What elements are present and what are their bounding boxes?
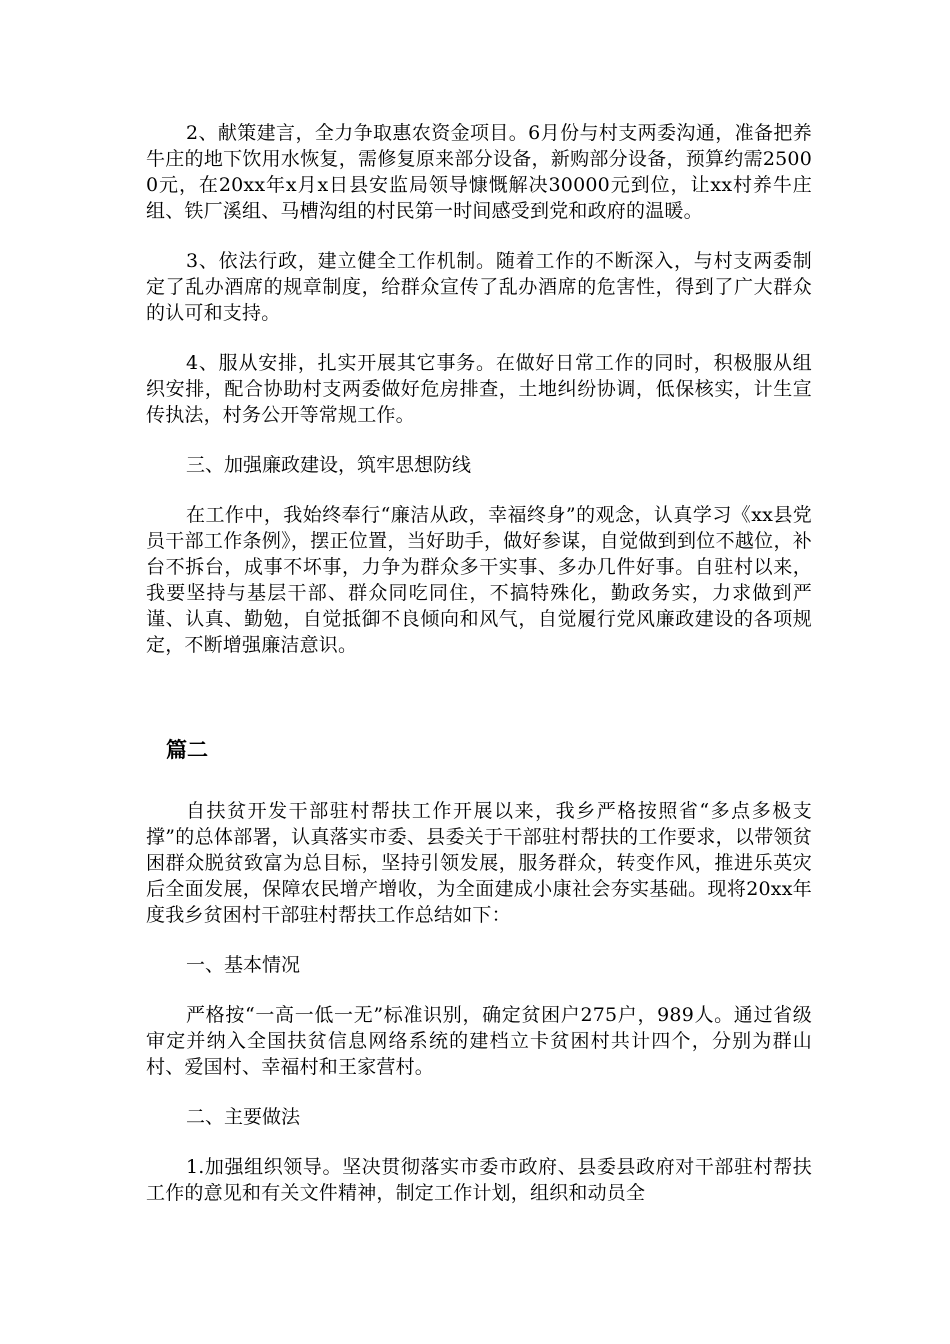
section-gap bbox=[146, 764, 812, 798]
paragraph-gap bbox=[146, 978, 812, 1002]
paragraph-gap bbox=[146, 1130, 812, 1154]
paragraph-gap bbox=[146, 478, 812, 502]
paragraph-gap bbox=[146, 928, 812, 952]
heading-integrity-building: 三、加强廉政建设，筑牢思想防线 bbox=[186, 454, 472, 476]
document-page bbox=[146, 120, 812, 1206]
paragraph-gap bbox=[146, 326, 812, 350]
heading-main-methods: 二、主要做法 bbox=[186, 1106, 301, 1128]
paragraph-intro: 自扶贫开发干部驻村帮扶工作开展以来，我乡严格按照省“多点多极支撑”的总体部署，认真落实市委、县委关于干部驻村帮扶的工作要求，以带领贫困群众脱贫致富为总目标，坚持引领发展，服务群众，转变作风，推进乐英灾后全面发展，保障农民增产增收，为全面建成小康社会夯实基础。现将20xx年度我乡贫困村干部驻村帮扶工作总结如下： bbox=[146, 800, 812, 926]
paragraph-gap bbox=[146, 1080, 812, 1104]
section-title-part-two: 篇二 bbox=[166, 738, 208, 762]
heading-basic-situation: 一、基本情况 bbox=[186, 954, 301, 976]
paragraph-legal-administration: 3、依法行政，建立健全工作机制。随着工作的不断深入，与村支两委制定了乱办酒席的规章制度，给群众宣传了乱办酒席的危害性，得到了广大群众的认可和支持。 bbox=[146, 250, 812, 324]
paragraph-gap bbox=[146, 428, 812, 452]
paragraph-gap bbox=[146, 224, 812, 248]
paragraph-obey-arrangements: 4、服从安排，扎实开展其它事务。在做好日常工作的同时，积极服从组织安排，配合协助村支两委做好危房排查，土地纠纷协调，低保核实，计生宣传执法，村务公开等常规工作。 bbox=[146, 352, 812, 426]
section-gap bbox=[146, 658, 812, 736]
paragraph-basic-situation: 严格按“一高一低一无”标准识别，确定贫困户275户，989人。通过省级审定并纳入全国扶贫信息网络系统的建档立卡贫困村共计四个，分别为群山村、爱国村、幸福村和王家营村。 bbox=[146, 1004, 812, 1078]
paragraph-integrity: 在工作中，我始终奉行“廉洁从政，幸福终身”的观念，认真学习《xx县党员干部工作条例》，摆正位置，当好助手，做好参谋，自觉做到到位不越位，补台不拆台，成事不坏事，力争为群众多干实事、多办几件好事。自驻村以来，我要坚持与基层干部、群众同吃同住，不搞特殊化，勤政务实，力求做到严谨、认真、勤勉，自觉抵御不良倾向和风气，自觉履行党风廉政建设的各项规定，不断增强廉洁意识。 bbox=[146, 504, 812, 656]
paragraph-policy-suggestions: 2、献策建言，全力争取惠农资金项目。6月份与村支两委沟通，准备把养牛庄的地下饮用水恢复，需修复原来部分设备，新购部分设备，预算约需25000元，在20xx年x月x日县安监局领导慷慨解决30000元到位，让xx村养牛庄组、铁厂溪组、马槽沟组的村民第一时间感受到党和政府的温暖。 bbox=[146, 122, 812, 222]
paragraph-main-methods: 1.加强组织领导。坚决贯彻落实市委市政府、县委县政府对干部驻村帮扶工作的意见和有关文件精神，制定工作计划，组织和动员全 bbox=[146, 1156, 812, 1204]
